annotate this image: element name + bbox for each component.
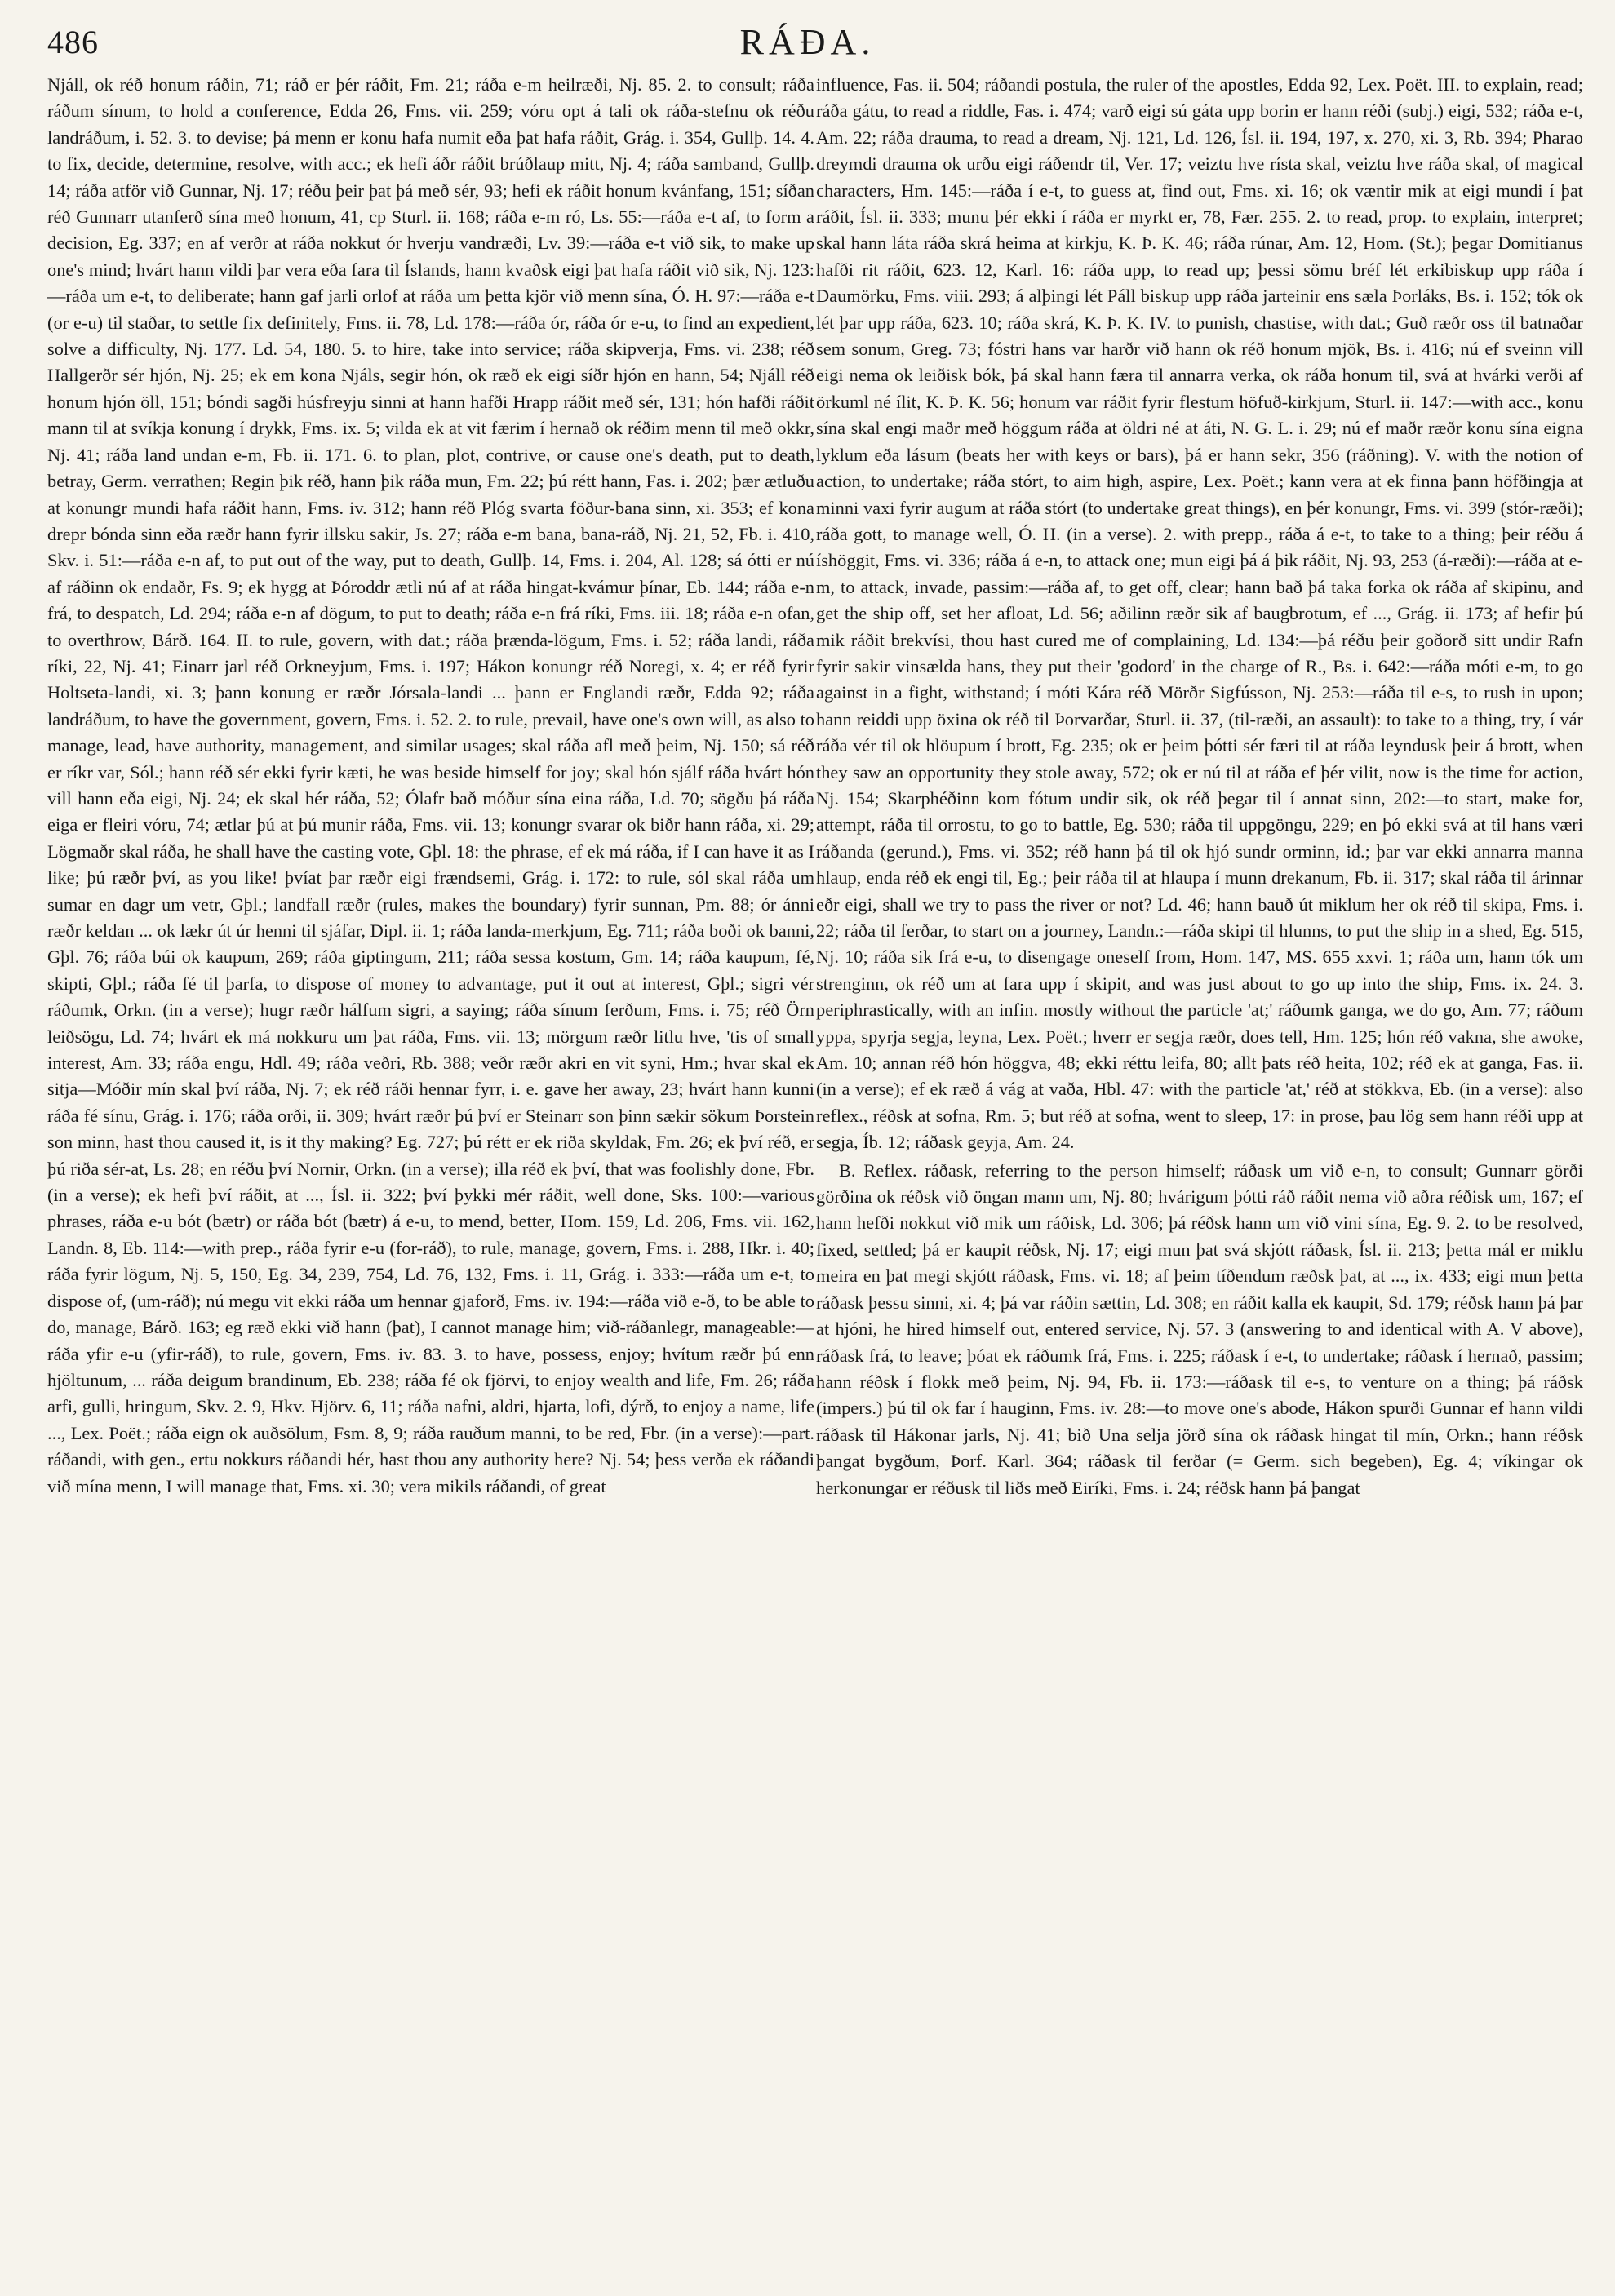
right-column	[816, 72, 1583, 2275]
entry-text-reflexive: B. Reflex. ráðask, referring to the person himself; ráðask um við e-n, to consult; Gunnarr görði görðina ok réðsk við öngan mann um, Nj. 80; hvárigum þótti ráð ráðit nema við aðra réðisk um, 167; ef hann hefði nokkut við mik um ráðisk, Ld. 306; þá réðsk hann um við vini sína, Eg. 9. 2. to be resolved, fixed, settled; þá er kaupit réðsk, Nj. 17; eigi mun þat svá skjótt ráðask, Ísl. ii. 213; þetta mál er miklu meira en þat megi skjótt ráðask, Fms. vi. 18; af þeim tíðendum ræðsk þat, at ..., ix. 433; eigi mun þetta ráðask þessu sinni, xi. 4; þá var ráðin sættin, Ld. 308; en ráðit kalla ek kaupit, Sd. 179; réðsk hann þá þar at hjóni, he hired himself out, entered service, Nj. 57. 3 (answering to and identical with A. V above), ráðask frá, to leave; þóat ek ráðumk frá, Fms. i. 225; ráðask í e-t, to undertake; ráðask í hernað, passim; hann réðsk í flokk með þeim, Nj. 94, Fb. ii. 173:—ráðask til e-s, to venture on a thing; þá ráðsk (impers.) þú til ok far í hauginn, Fms. iv. 28:—to move one's abode, Hákon spurði Gunnar ef hann vildi ráðask til Hákonar jarls, Nj. 41; bið Una selja jörð sína ok ráðask hingat til mín, Orkn.; hann réðsk þangat bygðum, Þorf. Karl. 364; ráðask til ferðar (= Germ. sich begeben), Eg. 4; víkingar ok herkonungar er réðusk til liðs með Eiríki, Fms. i. 24; réðsk hann þá þangat	[816, 1159, 1583, 1498]
entry-text: Njáll, ok réð honum ráðin, 71; ráð er þér ráðit, Fm. 21; ráða e-m heilræði, Nj. 85. 2. to consult; ráða ráðum sínum, to hold a conference, Edda 26, Fms. vii. 259; vóru opt á tali ok ráða-stefnu ok réðu landráðum, i. 52. 3. to devise; þá menn er konu hafa numit eða þat hafa ráðit, Grág. i. 354, Gullþ. 14. 4. to fix, decide, determine, resolve, with acc.; ek hefi áðr ráðit brúðlaup mitt, Nj. 4; ráða samband, Gullþ. 14; ráða atför við Gunnar, Nj. 17; réðu þeir þat þá með sér, 93; hefi ek ráðit honum kvánfang, 151; síðan réð Gunnarr utanferð sína með honum, 41, cp Sturl. ii. 168; ráða e-m ró, Ls. 55:—ráða e-t af, to form a decision, Eg. 337; en af verðr at ráða nokkut ór hverju vandræði, Lv. 39:—ráða e-t við sik, to make up one's mind; hvárt hann vildi þar vera eða fara til Íslands, hann kvaðsk eigi þat hafa ráðit við sik, Nj. 123:—ráða um e-t, to deliberate; hann gaf jarli orlof at ráða um þetta kjör við menn sína, Ó. H. 97:—ráða e-t (or e-u) til staðar, to settle fix definitely, Fms. ii. 78, Ld. 178:—ráða ór, ráða ór e-u, to find an expedient, solve a difficulty, Nj. 177. Ld. 54, 180. 5. to hire, take into service; ráða skipverja, Fms. vi. 238; réð Hallgerðr sér hjón, Nj. 25; ek em kona Njáls, segir hón, ok ræð ek eigi síðr hjón en hann, 54; Njáll réð honum hjón öll, 151; bóndi sagði húsfreyju sinni at hann hafði Hrapp ráðit með sér, 131; hón hafði ráðit mann til at svíkja konung í drykk, Fms. ix. 5; vilda ek at vit færim í hernað ok réðim menn til með okkr, Nj. 41; ráða land undan e-m, Fb. ii. 171. 6. to plan, plot, contrive, or cause one's death, put to death, betray, Germ. verrathen; Regin þik réð, hann þik ráða mun, Fm. 22; þú rétt hann, Fas. i. 202; þær ætluðu at konungr mundi hafa ráðit hann, Fms. iv. 312; hann réð Plóg svarta föður-bana sinn, xi. 353; ef kona drepr bónda sinn eða ræðr hann fyrir illsku sakir, Js. 27; ráða e-m bana, bana-ráð, Nj. 21, 52, Fb. i. 410, Skv. i. 51:—ráða e-n af, to put out of the way, put to death, Gullþ. 14, Fms. i. 204, Al. 128; sá ótti er nú af ráðinn ok endaðr, Fs. 9; ek hygg at Þóroddr ætli nú af at ráða hingat-kvámur þínar, Eb. 144; ráða e-n frá, to despatch, Ld. 294; ráða e-n af dögum, to put to death; ráða e-n frá ríki, Fms. iii. 18; ráða e-n ofan, to overthrow, Bárð. 164. II. to rule, govern, with dat.; ráða þrænda-lögum, Fms. i. 52; ráða landi, ráða ríki, 22, Nj. 41; Einarr jarl réð Orkneyjum, Fms. i. 197; Hákon konungr réð Noregi, x. 4; er réð fyrir Holtseta-landi, xi. 3; þann konung er ræðr Jórsala-landi ... þann er Englandi ræðr, Edda 92; ráða landráðum, to have the government, govern, Fms. i. 52. 2. to rule, prevail, have one's own will, as also to manage, lead, have authority, management, and similar usages; skal ráða afl með þeim, Nj. 150; sá réð er ríkr var, Sól.; hann réð sér ekki fyrir kæti, he was beside himself for joy; skal hón sjálf ráða hvárt hón vill hann eða eigi, Nj. 24; ek skal hér ráða, 52; Ólafr bað móður sína eina ráða, Ld. 70; sögðu þá ráða eiga er fleiri vóru, 74; ætlar þú at þú munir ráða, Fms. vii. 13; konungr svarar ok biðr hann ráða, xi. 29; Lögmaðr skal ráða, he shall have the casting vote, Gþl. 18: the phrase, ef ek má ráða, if I can have it as I like; þú ræðr því, as you like! þvíat þar ræðr eigi frændsemi, Grág. i. 172: to rule, sól skal ráða um sumar en dagr um vetr, Gþl.; landfall ræðr (rules, makes the boundary) fyrir sunnan, Pm. 88; ór ánni ræðr keldan ... ok lækr út úr henni til sjáfar, Dipl. ii. 1; ráða landa-merkjum, Eg. 711; ráða boði ok banni, Gþl. 76; ráða búi ok kaupum, 269; ráða giptingum, 211; ráða sessa kostum, Gm. 14; ráða kaupum, fé, skipti, Gþl.; ráða fé til þarfa, to dispose of money to advantage, put it out at interest, Gþl.; sigri vér ráðumk, Orkn. (in a verse); hugr ræðr hálfum sigri, a saying; ráða sínum ferðum, Fms. i. 75; réð Örn leiðsögu, Ld. 74; hvárt ek má nokkuru um þat ráða, Fms. vii. 13; mörgum ræðr litlu hve, 'tis of small interest, Am. 33; ráða engu, Hdl. 49; ráða veðri, Rb. 388; veðr ræðr akri en vit syni, Hm.; hvar skal ek sitja—Móðir mín skal því ráða, Nj. 7; ek réð ráði hennar fyrr, i. e. gave her away, 23; hvárt hann kunni ráða fé sínu, Grág. i. 176; ráða orði, ii. 309; hvárt ræðr þú því er Steinarr son þinn sækir sökum Þorstein son minn, hast thou caused it, is it thy making? Eg. 727; þú rétt er ek riða skyldak, Fm. 26; ek því réð, er þú riða sér-at, Ls. 28; en réðu því Nornir, Orkn. (in a verse); illa réð ek því, that was foolishly done, Fbr. (in a verse); ek hefi því ráðit, at ..., Ísl. ii. 322; því þykki mér ráðit, well done, Sks. 100:—various phrases, ráða e-u bót (bætr) or ráða bót (bætr) á e-u, to mend, better, Hom. 159, Ld. 206, Fms. vii. 162, Landn. 8, Eb. 114:—with prep., ráða fyrir e-u (for-ráð), to rule, manage, govern, Fms. i. 288, Hkr. i. 40; ráða fyrir lögum, Nj. 5, 150, Eg. 34, 239, 754, Ld. 76, 132, Fms. i. 11, Grág. i. 333:—ráða um e-t, to dispose of, (um-ráð); nú megu vit ekki ráða um hennar gjaforð, Fms. iv. 194:—ráða við e-ð, to be able to do, manage, Bárð. 163; eg ræð ekki við hann (þat), I cannot manage him; við-ráðanlegr, manageable:—ráða yfir e-u (yfir-ráð), to rule, govern, Fms. iv. 83. 3. to have, possess, enjoy; hvítum ræðr þú enn hjöltunum, ... ráða deigum brandinum, Eb. 238; ráða fé ok fjörvi, to enjoy wealth and life, Fm. 26; ráða arfi, gulli, hringum, Skv. 2. 9, Hkv. Hjörv. 6, 11; ráða nafni, aldri, hjarta, lofi, dýrð, to enjoy a name, life ..., Lex. Poët.; ráða eign ok auðsölum, Fsm. 8, 9; ráða rauðum manni, to be red, Fbr. (in a verse):—part. ráðandi, with gen., ertu nokkurs ráðandi hér, hast thou any authority here? Nj. 54; þess verða ek ráðandi við mína menn, I will manage that, Fms. xi. 30; vera mikils ráðandi, of great	[47, 74, 814, 1496]
page-number: 486	[47, 24, 99, 60]
left-column	[47, 72, 814, 2275]
page-header	[47, 18, 1568, 67]
running-head: RÁÐA.	[739, 22, 876, 62]
entry-text: influence, Fas. ii. 504; ráðandi postula, the ruler of the apostles, Edda 92, Lex. Poët. III. to explain, read; ráða gátu, to read a riddle, Fas. i. 474; varð eigi sú gáta upp borin er hann réði (subj.) eigi, 532; ráða e-t, Am. 22; ráða drauma, to read a dream, Nj. 121, Ld. 126, Ísl. ii. 194, 197, x. 270, xi. 3, Rb. 394; Pharao dreymdi drauma ok urðu eigi ráðendr til, Ver. 17; veiztu hve rísta skal, veiztu hve ráða skal, of magical characters, Hm. 145:—ráða í e-t, to guess at, find out, Fms. xi. 16; ok væntir mik at eigi mundi í þat ráðit, Ísl. ii. 333; munu þér ekki í ráða er myrkt er, 78, Fær. 255. 2. to read, prop. to explain, interpret; skal hann láta ráða skrá heima at kirkju, K. Þ. K. 46; ráða rúnar, Am. 12, Hom. (St.); þegar Domitianus hafði rit ráðit, 623. 12, Karl. 16: ráða upp, to read up; þessi sömu bréf lét erkibiskup upp ráða í Daumörku, Fms. viii. 293; á alþingi lét Páll biskup upp ráða jarteinir ens sæla Þorláks, Bs. i. 152; tók ok lét þar upp ráða, 623. 10; ráða skrá, K. Þ. K. IV. to punish, chastise, with dat.; Guð ræðr oss til batnaðar sem sonum, Greg. 73; fóstri hans var harðr við hann ok réð honum mjök, Bs. i. 416; nú ef sveinn vill eigi nema ok leiðisk bók, þá skal hann færa til annarra verka, ok ráða honum til, svá at hvárki verði af örkuml né ílit, K. Þ. K. 56; honum var ráðit fyrir flestum höfuð-kirkjum, Sturl. ii. 147:—with acc., konu sína skal engi maðr með höggum ráða at öldri né at áti, N. G. L. i. 29; nú ef maðr ræðr konu sína eigna lyklum eða lásum (beats her with keys or bars), þá er hann sekr, 356 (ráðning). V. with the notion of action, to undertake; ráða stórt, to aim high, aspire, Lex. Poët.; kann vera at ek finna þann höfðingja at minni vaxi fyrir augum at ráða stórt (to undertake great things), en þér konungr, Fms. vi. 399 (stór-ræði); ráða gott, to manage well, Ó. H. (in a verse). 2. with prepp., ráða á e-t, to take to a thing; þeir réðu á íshöggit, Fms. vi. 336; ráða á e-n, to attack one; mun eigi þá á þik ráðit, Nj. 93, 253 (á-ræði):—ráða at e-m, to attack, invade, passim:—ráða af, to get off, clear; hann bað þá taka forka ok ráða af skipinu, and get the ship off, set her afloat, Ld. 56; aðilinn ræðr sik af baugbrotum, ef ..., Grág. ii. 173; af hefir þú mik ráðit brekvísi, thou hast cured me of complaining, Ld. 134:—þá réðu þeir goðorð sitt undir Rafn fyrir sakir vinsælda hans, they put their 'godord' in the charge of R., Bs. i. 642:—ráða móti e-m, to go against in a fight, withstand; í móti Kára réð Mörðr Sigfússon, Nj. 253:—ráða til e-s, to rush in upon; hann reiddi upp öxina ok réð til Þorvarðar, Sturl. ii. 37, (til-ræði, an assault): to take to a thing, try, í vár ráða vér til ok hlöupum í brott, Eg. 235; ok er þeim þótti sér færi til at ráða leyndusk þeir á brott, when they saw an opportunity they stole away, 572; ok er nú til at ráða ef þér vilit, now is the time for action, Nj. 154; Skarphéðinn kom fótum undir sik, ok réð þegar til í annat sinn, 202:—to start, make for, attempt, ráða til orrostu, to go to battle, Eg. 530; ráða til uppgöngu, 229; en þó ekki svá at til hans væri ráðanda (gerund.), Fms. vi. 352; réð hann þá til ok hjó sundr orminn, id.; þar var ekki annarra manna hlaup, enda réð ek engi til, Eg.; þeir ráða til at hlaupa í munn drekanum, Fb. ii. 317; skal ráða til árinnar eðr eigi, shall we try to pass the river or not? Ld. 46; hann bauð út miklum her ok réð til skipa, Fms. i. 22; ráða til ferðar, to start on a journey, Landn.:—ráða skipi til hlunns, to put the ship in a shed, Eg. 515, Nj. 10; ráða sik frá e-u, to disengage oneself from, Hom. 147, MS. 655 xxvi. 1; ráða um, hann tók um strenginn, ok réð um at fara upp í skipit, and was just about to go up into the ship, Fms. ix. 24. 3. periphrastically, with an infin. mostly without the particle 'at;' ráðumk ganga, we do go, Am. 77; ráðum yppa, spyrja segja, leyna, Lex. Poët.; hverr er segja ræðr, does tell, Hm. 125; hón réð vakna, she awoke, Am. 10; annan réð hón höggva, 48; ekki réttu leifa, 80; allt þats réð heita, 102; réð ek at ganga, Fas. ii. (in a verse); ef ek ræð á vág at vaða, Hbl. 47: with the particle 'at,' réð at stökkva, Eb. (in a verse): also reflex., réðsk at sofna, Rm. 5; but réð at sofna, went to sleep, 17: in prose, þau lög sem hann réði upp at segja, Íb. 12; ráðask geyja, Am. 24.	[816, 74, 1583, 1153]
